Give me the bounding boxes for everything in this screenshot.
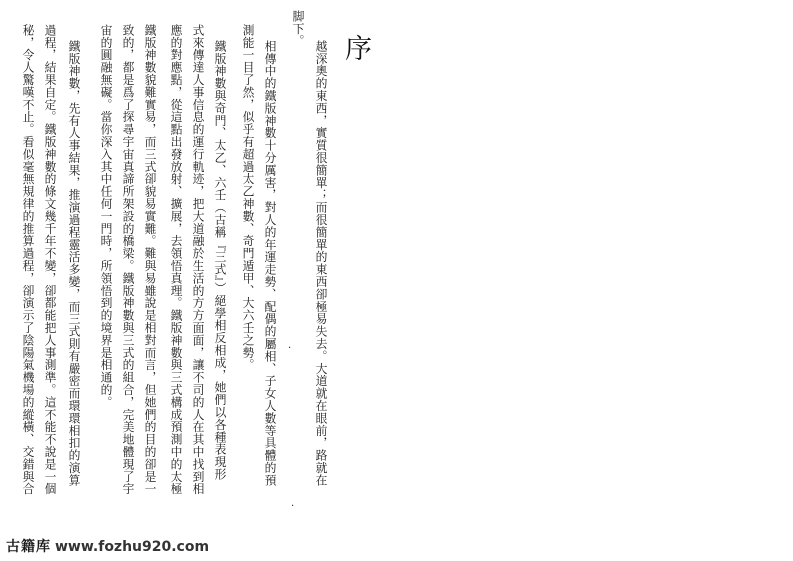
text-column: 鐵版神數與奇門、太乙、六壬（古稱『三式』）絕學相反相成，她們以各種表現形: [213, 40, 227, 481]
site-watermark: [6, 539, 209, 555]
page-title: 序: [345, 34, 372, 65]
text-column: 致的，都是爲了探尋宇宙真諦所架設的橋梁。鐵版神數與三式的組合，完美地體現了宇: [121, 24, 135, 496]
text-column: 脚下。: [291, 10, 305, 48]
text-column: 式來傳達人事信息的運行軌迹，把大道融於生活的方方面面，讓不司的人在其中找到相: [191, 24, 205, 496]
text-column: 越深奧的東西，實質很簡單；而很簡單的東西卻極易失去。大道就在眼前，路就在: [314, 40, 328, 487]
text-column: 相傳中的鐵版神數十分厲害，對人的年運走勢、配偶的屬相、子女人數等具體的預: [263, 40, 277, 487]
text-column: 過程，結果自定。鐵版神數的條文幾千年不變，卻都能把人事測準。這不能不說是一個: [43, 24, 57, 496]
text-column: 鐵版神數，先有人事結果，推演過程靈活多變，而三式則有嚴密而環環相扣的演算: [67, 40, 81, 487]
scan-speck: .: [291, 498, 295, 509]
watermark-url: www.fozhu920.com: [55, 539, 210, 555]
scan-speck: ·: [288, 343, 292, 354]
text-column: 秘，令人驚嘆不止。看似毫無規律的推算過程，卻演示了陰陽氣機場的縱橫、交錯與合: [21, 24, 35, 496]
text-column: 測能一目了然，似乎有超過太乙神數、奇門遁甲、大六壬之勢。: [241, 24, 255, 372]
text-column: 宙的圓融無礙。當你深入其中任何一門時，所領悟到的境界是相通的。: [99, 24, 113, 409]
watermark-name: 古籍库: [6, 539, 51, 555]
text-column: 應的對應點，從這點出發放射、擴展，去領悟真理。鐵版神數與三式構成預測中的太極: [169, 24, 183, 496]
text-column: 鐵版神數貌難實易，而三式卻貌易實難。難與易雖說是相對而言，但她們的目的卻是一: [143, 24, 157, 496]
